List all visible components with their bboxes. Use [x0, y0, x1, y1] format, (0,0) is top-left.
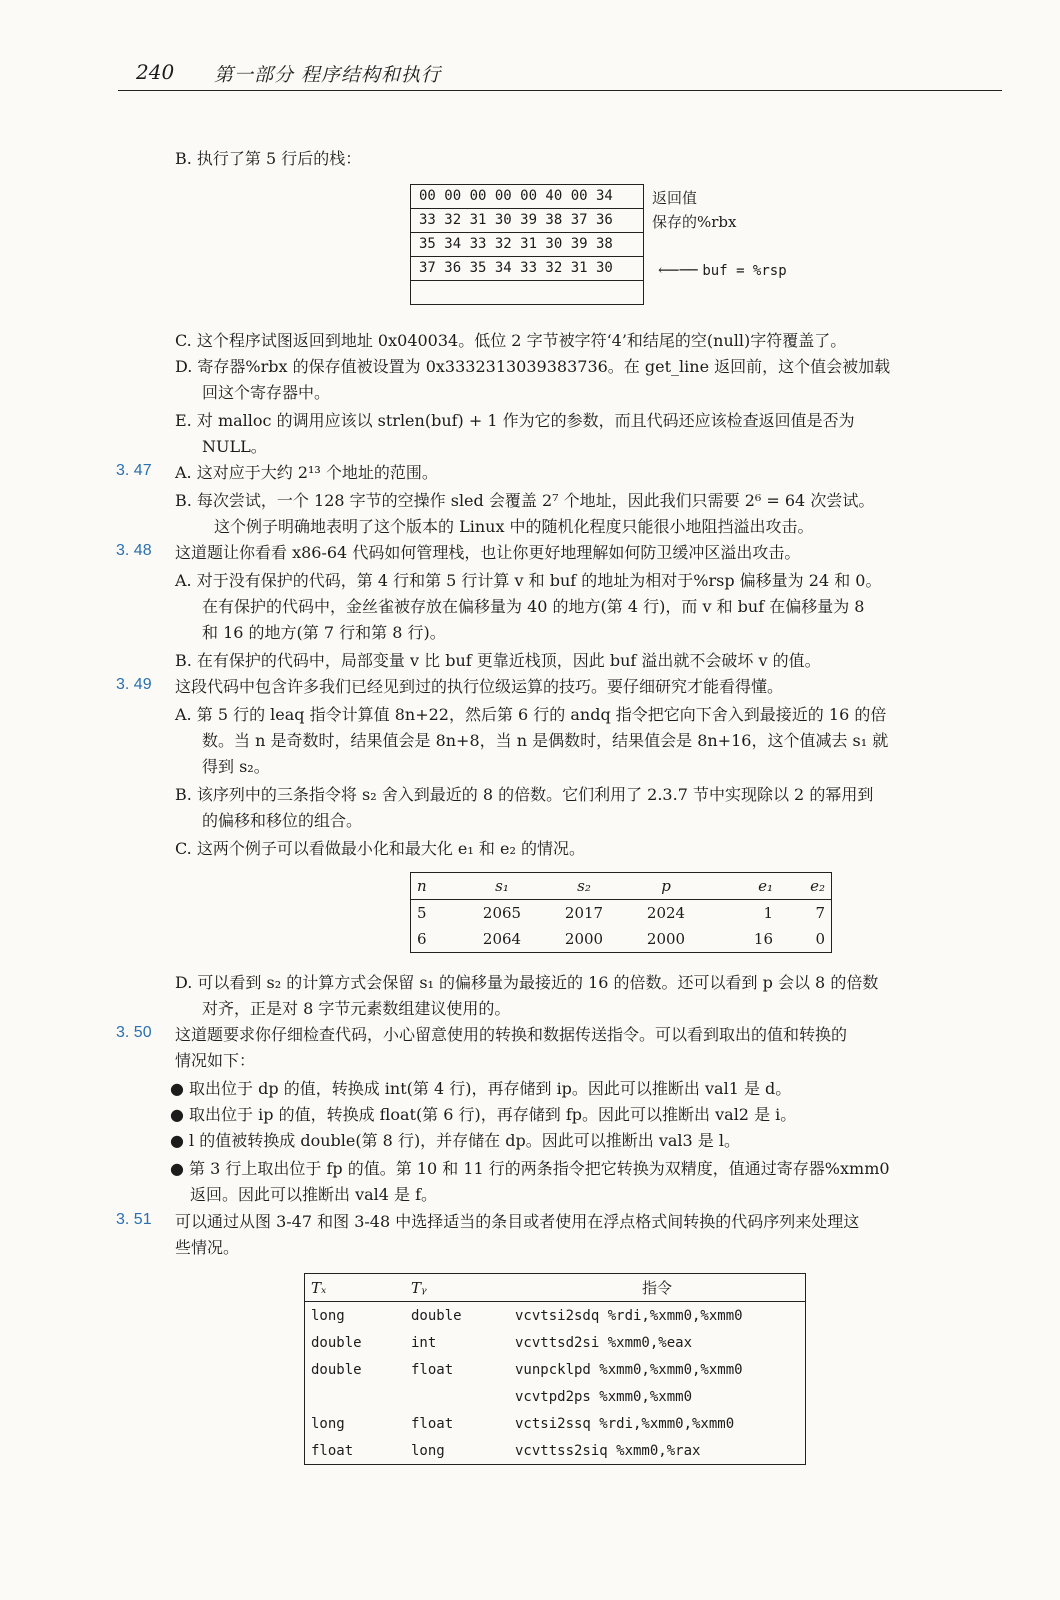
q350-bullet: ● l 的值被转换成 double(第 8 行)，并存储在 dp。因此可以推断出 val3 是 l。: [170, 1131, 741, 1150]
table-header-row: [305, 1274, 806, 1302]
table-cell: double: [311, 1361, 362, 1378]
table-cell: 0: [815, 930, 825, 948]
table-row: [305, 1410, 806, 1437]
table-header-cell: Tₓ: [305, 1274, 406, 1302]
q350-bullet-cont: 返回。因此可以推断出 val4 是 f。: [190, 1185, 438, 1204]
q349-intro: 这段代码中包含许多我们已经见到过的执行位级运算的技巧。要仔细研究才能看得懂。: [175, 677, 784, 696]
table-cell: long: [411, 1442, 445, 1459]
saved-rbx-label: 保存的%rbx: [652, 213, 737, 231]
stack-row: 37 36 35 34 33 32 31 30: [410, 256, 644, 280]
table-row: [411, 926, 832, 953]
table-row: [305, 1437, 806, 1465]
q349-a-line2: 数。当 n 是奇数时，结果值会是 8n+8，当 n 是偶数时，结果值会是 8n+16，这个值减去 s₁ 就: [202, 731, 889, 750]
q350-bullet: ● 取出位于 dp 的值，转换成 int(第 4 行)，再存储到 ip。因此可以推断出 val1 是 d。: [170, 1079, 792, 1098]
item-e-line2: NULL。: [202, 437, 267, 456]
q349-b-line1: B. 该序列中的三条指令将 s₂ 舍入到最近的 8 的倍数。它们利用了 2.3.7 节中实现除以 2 的幂用到: [175, 785, 874, 804]
table-cell: long: [311, 1307, 345, 1324]
table-cell: 2065: [482, 904, 522, 922]
table-cell: 1: [763, 904, 773, 922]
q348-a-line1: A. 对于没有保护的代码，第 4 行和第 5 行计算 v 和 buf 的地址为相对于%rsp 偏移量为 24 和 0。: [175, 571, 882, 590]
q349-d-line1: D. 可以看到 s₂ 的计算方式会保留 s₁ 的偏移量为最接近的 16 的倍数。还可以看到 p 会以 8 的倍数: [175, 973, 879, 992]
table-cell: [305, 1383, 406, 1410]
table-cell: double: [411, 1307, 462, 1324]
question-number: 3. 48: [116, 542, 152, 559]
page-header: [118, 56, 1002, 91]
stack-row: 35 34 33 32 31 30 39 38: [410, 232, 644, 256]
chapter-title: 第一部分 程序结构和执行: [214, 64, 442, 86]
table-cell: vunpcklpd %xmm0,%xmm0,%xmm0: [515, 1361, 743, 1378]
q347-a: A. 这对应于大约 2¹³ 个地址的范围。: [175, 463, 438, 482]
question-number: 3. 51: [116, 1211, 152, 1228]
table-cell: long: [311, 1415, 345, 1432]
table-cell: 2000: [646, 930, 686, 948]
q351-line2: 些情况。: [175, 1238, 240, 1257]
conversion-table: [304, 1273, 806, 1465]
q350-bullet: ● 第 3 行上取出位于 fp 的值。第 10 和 11 行的两条指令把它转换为双精度，值通过寄存器%xmm0: [170, 1159, 890, 1178]
table-header-cell: 指令: [509, 1274, 806, 1302]
table-row: [305, 1383, 806, 1410]
table-cell: int: [411, 1334, 437, 1351]
q348-b: B. 在有保护的代码中，局部变量 v 比 buf 更靠近栈顶，因此 buf 溢出就不会破坏 v 的值。: [175, 651, 821, 670]
table-cell: double: [311, 1334, 362, 1351]
table-cell: float: [411, 1361, 454, 1378]
table-cell: 2064: [482, 930, 522, 948]
q348-intro: 这道题让你看看 x86-64 代码如何管理栈，也让你更好地理解如何防卫缓冲区溢出攻击。: [175, 543, 801, 562]
question-number: 3. 47: [116, 462, 152, 479]
q350-intro-line2: 情况如下：: [175, 1051, 256, 1070]
left-arrow-icon: ⟵──: [658, 261, 698, 279]
buf-pointer: [658, 261, 787, 279]
q349-a-line3: 得到 s₂。: [202, 757, 270, 776]
question-number: 3. 50: [116, 1024, 152, 1041]
table-cell: 2000: [564, 930, 604, 948]
item-d-line1: D. 寄存器%rbx 的保存值被设置为 0x3332313039383736。在 get_line 返回前，这个值会被加载: [175, 357, 891, 376]
q347-b-cont: 这个例子明确地表明了这个版本的 Linux 中的随机化程度只能很小地阻挡溢出攻击。: [214, 517, 814, 536]
table-cell: 2017: [564, 904, 604, 922]
table-header-cell: n: [417, 877, 427, 895]
table-cell: 7: [815, 904, 825, 922]
question-number: 3. 49: [116, 676, 152, 693]
table-cell: 6: [417, 930, 427, 948]
q349-a-line1: A. 第 5 行的 leaq 指令计算值 8n+22，然后第 6 行的 andq 指令把它向下舍入到最接近的 16 的倍: [175, 705, 887, 724]
table-cell: vcvttss2siq %xmm0,%rax: [515, 1442, 701, 1459]
table-cell: float: [411, 1415, 454, 1432]
example-table: [410, 872, 832, 953]
table-header-cell: s₂: [577, 877, 591, 895]
table-cell: float: [311, 1442, 354, 1459]
return-value-label: 返回值: [652, 189, 698, 207]
table-cell: 5: [417, 904, 427, 922]
table-header-cell: s₁: [495, 877, 509, 895]
q349-d-line2: 对齐，正是对 8 字节元素数组建议使用的。: [202, 999, 511, 1018]
buf-rsp-label: buf = %rsp: [702, 263, 787, 279]
q348-a-line3: 和 16 的地方(第 7 行和第 8 行)。: [202, 623, 446, 642]
q347-b: B. 每次尝试，一个 128 字节的空操作 sled 会覆盖 2⁷ 个地址，因此我们只需要 2⁶ = 64 次尝试。: [175, 491, 875, 510]
item-c: C. 这个程序试图返回到地址 0x040034。低位 2 字节被字符‘4’和结尾的空(null)字符覆盖了。: [175, 331, 847, 350]
q350-intro-line1: 这道题要求你仔细检查代码，小心留意使用的转换和数据传送指令。可以看到取出的值和转换的: [175, 1025, 848, 1044]
table-row: [305, 1356, 806, 1383]
stack-diagram: [410, 184, 787, 305]
table-cell: vcvttsd2si %xmm0,%eax: [515, 1334, 693, 1351]
q351-line1: 可以通过从图 3-47 和图 3-48 中选择适当的条目或者使用在浮点格式间转换的代码序列来处理这: [175, 1212, 860, 1231]
page-number: 240: [136, 60, 175, 84]
table-header-cell: e₁: [758, 877, 773, 895]
table-header-cell: p: [661, 877, 671, 895]
table-header-cell: e₂: [810, 877, 825, 895]
table-header-row: [411, 873, 832, 900]
table-cell: vcvtsi2sdq %rdi,%xmm0,%xmm0: [515, 1307, 743, 1324]
table-cell: vctsi2ssq %rdi,%xmm0,%xmm0: [515, 1415, 735, 1432]
item-e-line1: E. 对 malloc 的调用应该以 strlen(buf) + 1 作为它的参数，而且代码还应该检查返回值是否为: [175, 411, 855, 430]
q349-c: C. 这两个例子可以看做最小化和最大化 e₁ 和 e₂ 的情况。: [175, 839, 585, 858]
stack-row: 33 32 31 30 39 38 37 36: [410, 208, 644, 232]
table-cell: 16: [753, 930, 773, 948]
q348-a-line2: 在有保护的代码中，金丝雀被存放在偏移量为 40 的地方(第 4 行)，而 v 和 buf 在偏移量为 8: [202, 597, 865, 616]
item-d-line2: 回这个寄存器中。: [202, 383, 331, 402]
table-row: [305, 1329, 806, 1356]
table-row: [411, 900, 832, 927]
q350-bullet: ● 取出位于 ip 的值，转换成 float(第 6 行)，再存储到 fp。因此可以推断出 val2 是 i。: [170, 1105, 797, 1124]
table-cell: 2024: [646, 904, 686, 922]
table-row: [305, 1302, 806, 1330]
table-cell: vcvtpd2ps %xmm0,%xmm0: [515, 1388, 693, 1405]
stack-row: 00 00 00 00 00 40 00 34: [410, 184, 644, 208]
section-b-label: B. 执行了第 5 行后的栈：: [175, 149, 362, 168]
table-header-cell: Tᵧ: [405, 1274, 509, 1302]
q349-b-line2: 的偏移和移位的组合。: [202, 811, 363, 830]
table-cell: [405, 1383, 509, 1410]
stack-row-empty: [410, 280, 644, 305]
